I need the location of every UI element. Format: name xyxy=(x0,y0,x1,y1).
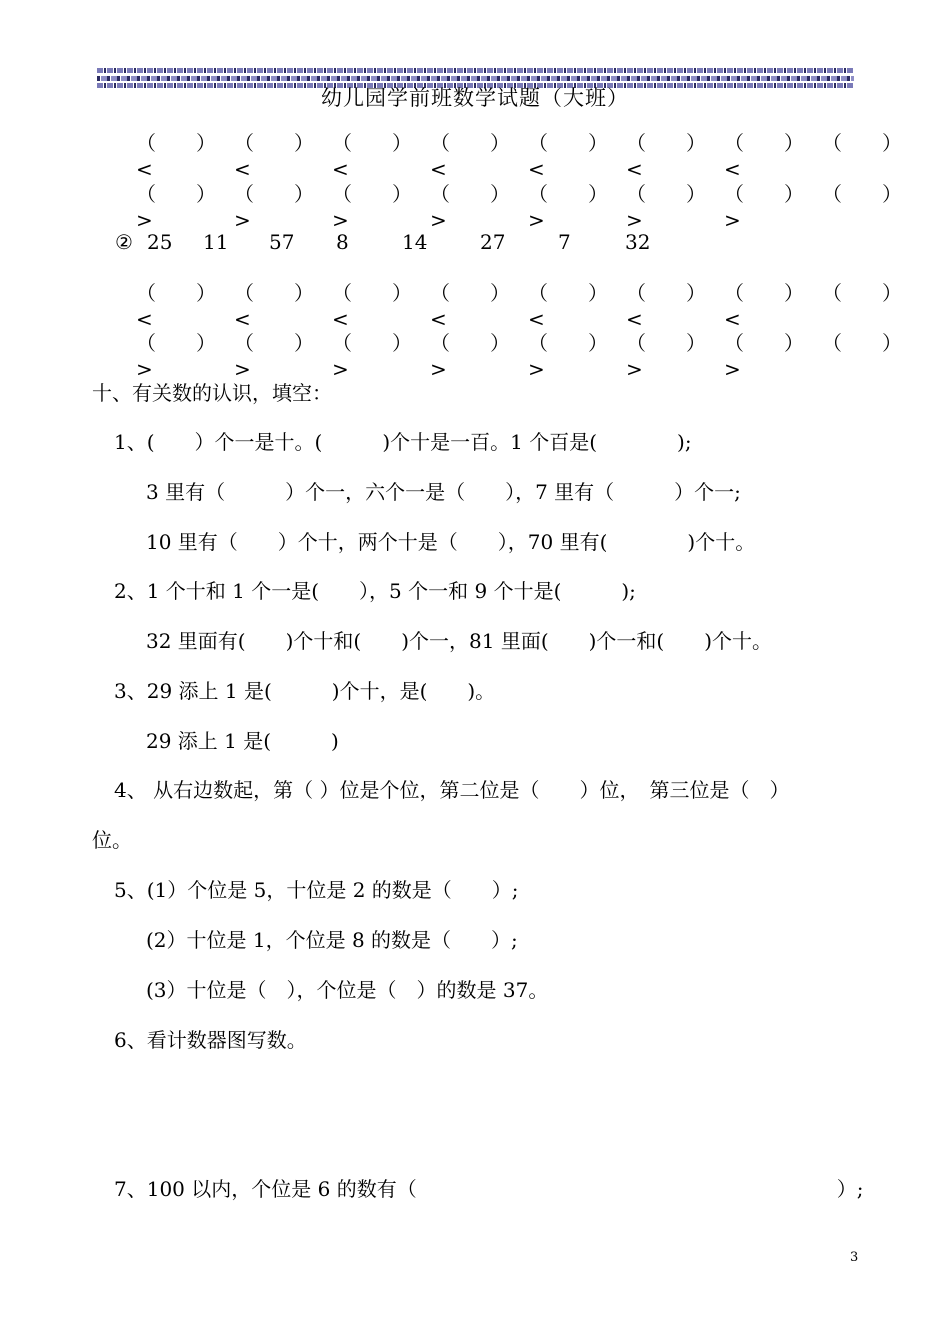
page-number: 3 xyxy=(850,1250,859,1265)
set-marker: ② xyxy=(115,230,133,254)
answer-blank[interactable]: （ ）< xyxy=(528,281,608,331)
question-6-line: 6、看计数器图写数。 xyxy=(114,1028,307,1052)
less-than-row-2 xyxy=(136,280,902,331)
question-2-line-2: 32 里面有( )个十和( )个一，81 里面( )个一和( )个十。 xyxy=(146,629,773,653)
number-value: 11 xyxy=(203,230,229,254)
answer-blank[interactable]: （ ）> xyxy=(626,331,706,381)
question-1-line-3: 10 里有（ ）个十，两个十是（ ），70 里有( )个十。 xyxy=(146,530,756,554)
question-4-line-1: 4、 从右边数起，第（ ）位是个位，第二位是（ ）位， 第三位是（ ） xyxy=(114,778,790,802)
number-value: 57 xyxy=(269,230,295,254)
question-5-line-2: (2）十位是 1，个位是 8 的数是（ ）; xyxy=(146,928,518,952)
answer-blank[interactable]: （ ）> xyxy=(528,182,608,232)
answer-blank[interactable]: （ ） xyxy=(822,331,902,355)
answer-blank[interactable]: （ ）> xyxy=(724,182,804,232)
question-3-line-2: 29 添上 1 是( ) xyxy=(146,729,339,753)
answer-blank[interactable]: （ ）< xyxy=(724,131,804,181)
question-1-line-2: 3 里有（ ）个一，六个一是（ ），7 里有（ ）个一; xyxy=(146,480,741,504)
answer-blank[interactable]: （ ）> xyxy=(724,331,804,381)
question-7-line: 7、100 以内，个位是 6 的数有（ ）; xyxy=(114,1177,864,1201)
question-4-line-2: 位。 xyxy=(92,828,132,852)
number-value: 32 xyxy=(625,230,651,254)
page-title: 幼儿园学前班数学试题（大班） xyxy=(321,86,629,110)
answer-blank[interactable]: （ ）> xyxy=(234,331,314,381)
section-heading: 十、有关数的认识，填空： xyxy=(92,381,332,405)
answer-blank[interactable]: （ ）< xyxy=(430,131,510,181)
number-value: 7 xyxy=(558,230,571,254)
question-1-line-1: 1、( ）个一是十。( )个十是一百。1 个百是( ); xyxy=(114,430,692,454)
greater-than-row-1 xyxy=(136,181,902,232)
answer-blank[interactable]: （ ）< xyxy=(430,281,510,331)
answer-blank[interactable]: （ ）< xyxy=(724,281,804,331)
less-than-row-1 xyxy=(136,130,902,181)
question-5-line-1: 5、(1）个位是 5，十位是 2 的数是（ ）; xyxy=(114,878,519,902)
answer-blank[interactable]: （ ）< xyxy=(332,131,412,181)
answer-blank[interactable]: （ ）> xyxy=(332,182,412,232)
question-2-line-1: 2、1 个十和 1 个一是( ），5 个一和 9 个十是( ); xyxy=(114,579,636,603)
number-value: 14 xyxy=(402,230,428,254)
answer-blank[interactable]: （ ）< xyxy=(626,281,706,331)
number-value: 25 xyxy=(147,230,173,254)
answer-blank[interactable]: （ ）> xyxy=(528,331,608,381)
border-row-middle xyxy=(97,76,854,81)
answer-blank[interactable]: （ ）> xyxy=(136,182,216,232)
answer-blank[interactable]: （ ）< xyxy=(234,281,314,331)
answer-blank[interactable]: （ ）> xyxy=(430,182,510,232)
answer-blank[interactable]: （ ）< xyxy=(626,131,706,181)
number-value: 27 xyxy=(480,230,506,254)
answer-blank[interactable]: （ ）> xyxy=(430,331,510,381)
answer-blank[interactable]: （ ） xyxy=(822,182,902,206)
answer-blank[interactable]: （ ）< xyxy=(332,281,412,331)
question-3-line-1: 3、29 添上 1 是( )个十，是( )。 xyxy=(114,679,496,703)
answer-blank[interactable]: （ ）< xyxy=(136,281,216,331)
greater-than-row-2 xyxy=(136,330,902,381)
answer-blank[interactable]: （ ） xyxy=(822,131,902,155)
answer-blank[interactable]: （ ）< xyxy=(136,131,216,181)
answer-blank[interactable]: （ ）> xyxy=(136,331,216,381)
answer-blank[interactable]: （ ）< xyxy=(528,131,608,181)
answer-blank[interactable]: （ ）> xyxy=(234,182,314,232)
number-value: 8 xyxy=(336,230,349,254)
border-row-top xyxy=(97,68,854,73)
question-5-line-3: (3）十位是（ ），个位是（ ）的数是 37。 xyxy=(146,978,549,1002)
answer-blank[interactable]: （ ）< xyxy=(234,131,314,181)
answer-blank[interactable]: （ ）> xyxy=(626,182,706,232)
answer-blank[interactable]: （ ） xyxy=(822,281,902,305)
answer-blank[interactable]: （ ）> xyxy=(332,331,412,381)
